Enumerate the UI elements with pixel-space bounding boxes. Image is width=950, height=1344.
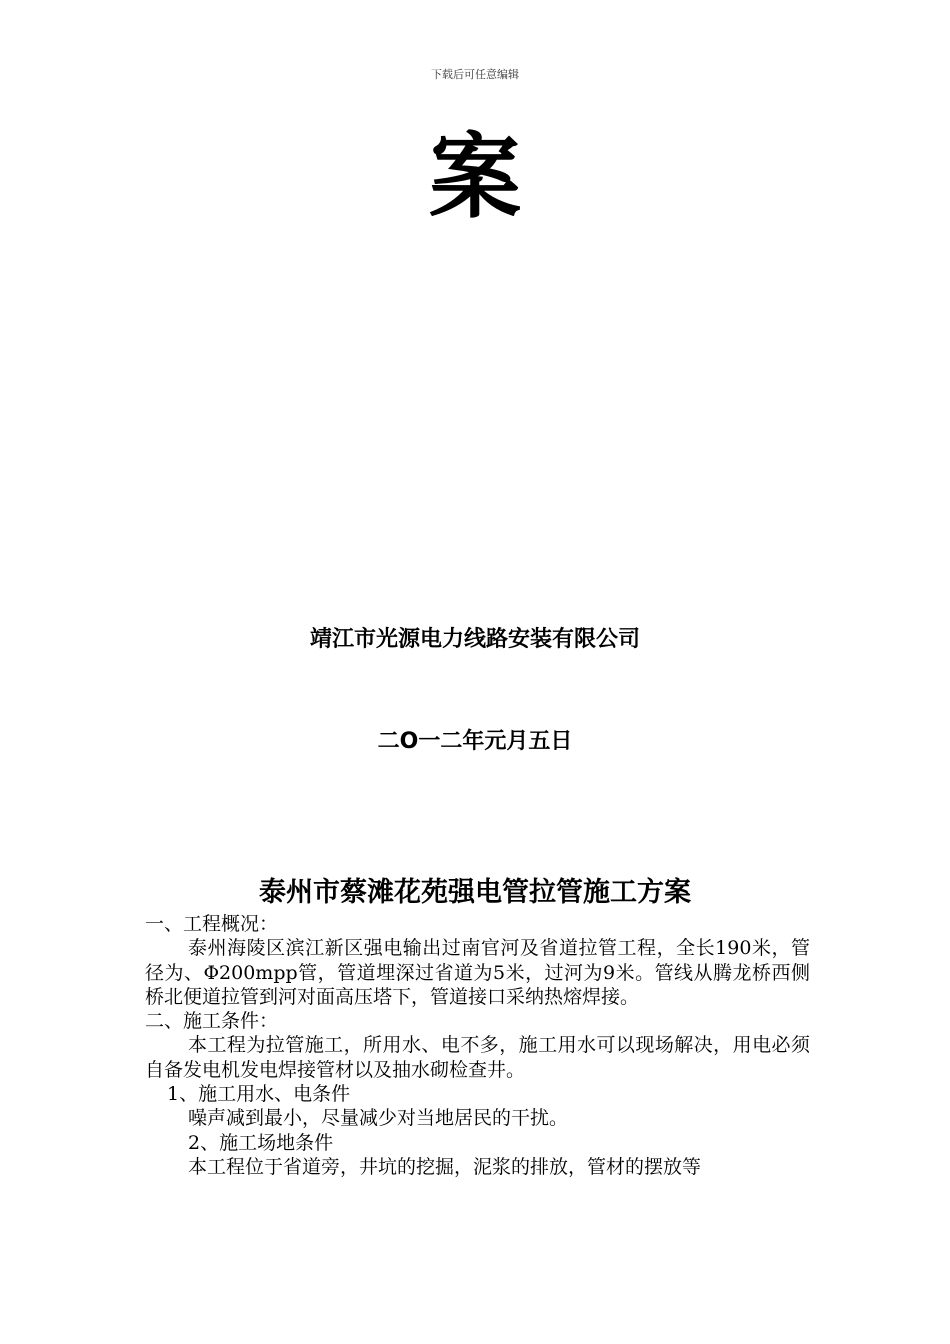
subsection-heading-water-power: 1、施工用水、电条件: [167, 1083, 351, 1106]
company-name: 靖江市光源电力线路安装有限公司: [309, 627, 640, 652]
cover-date: 二O一二年元月五日: [377, 729, 573, 754]
overview-paragraph: 泰州海陵区滨江新区强电输出过南官河及省道拉管工程，全长190米，管径为、Φ200mpp管，管道埋深过省道为5米，过河为9米。管线从腾龙桥西侧桥北便道拉管到河对面高压塔下，管道接口采纳热熔焊接。: [145, 937, 810, 1008]
water-power-paragraph: 噪声减到最小，尽量减少对当地居民的干扰。: [188, 1107, 569, 1130]
document-title: 泰州市蔡滩花苑强电管拉管施工方案: [259, 877, 691, 908]
conditions-paragraph: 本工程为拉管施工，所用水、电不多，施工用水可以现场解决，用电必须自备发电机发电焊接管材以及抽水砌检查井。: [145, 1034, 810, 1081]
section-heading-conditions: 二、施工条件：: [145, 1010, 279, 1033]
cover-title-char: 案: [428, 124, 521, 231]
page-header-note: 下载后可任意编辑: [431, 68, 519, 81]
subsection-heading-site: 2、施工场地条件: [188, 1131, 334, 1154]
site-paragraph: 本工程位于省道旁，井坑的挖掘，泥浆的排放，管材的摆放等: [188, 1155, 702, 1178]
section-heading-overview: 一、工程概况：: [145, 913, 279, 935]
document-body: [145, 912, 810, 1179]
